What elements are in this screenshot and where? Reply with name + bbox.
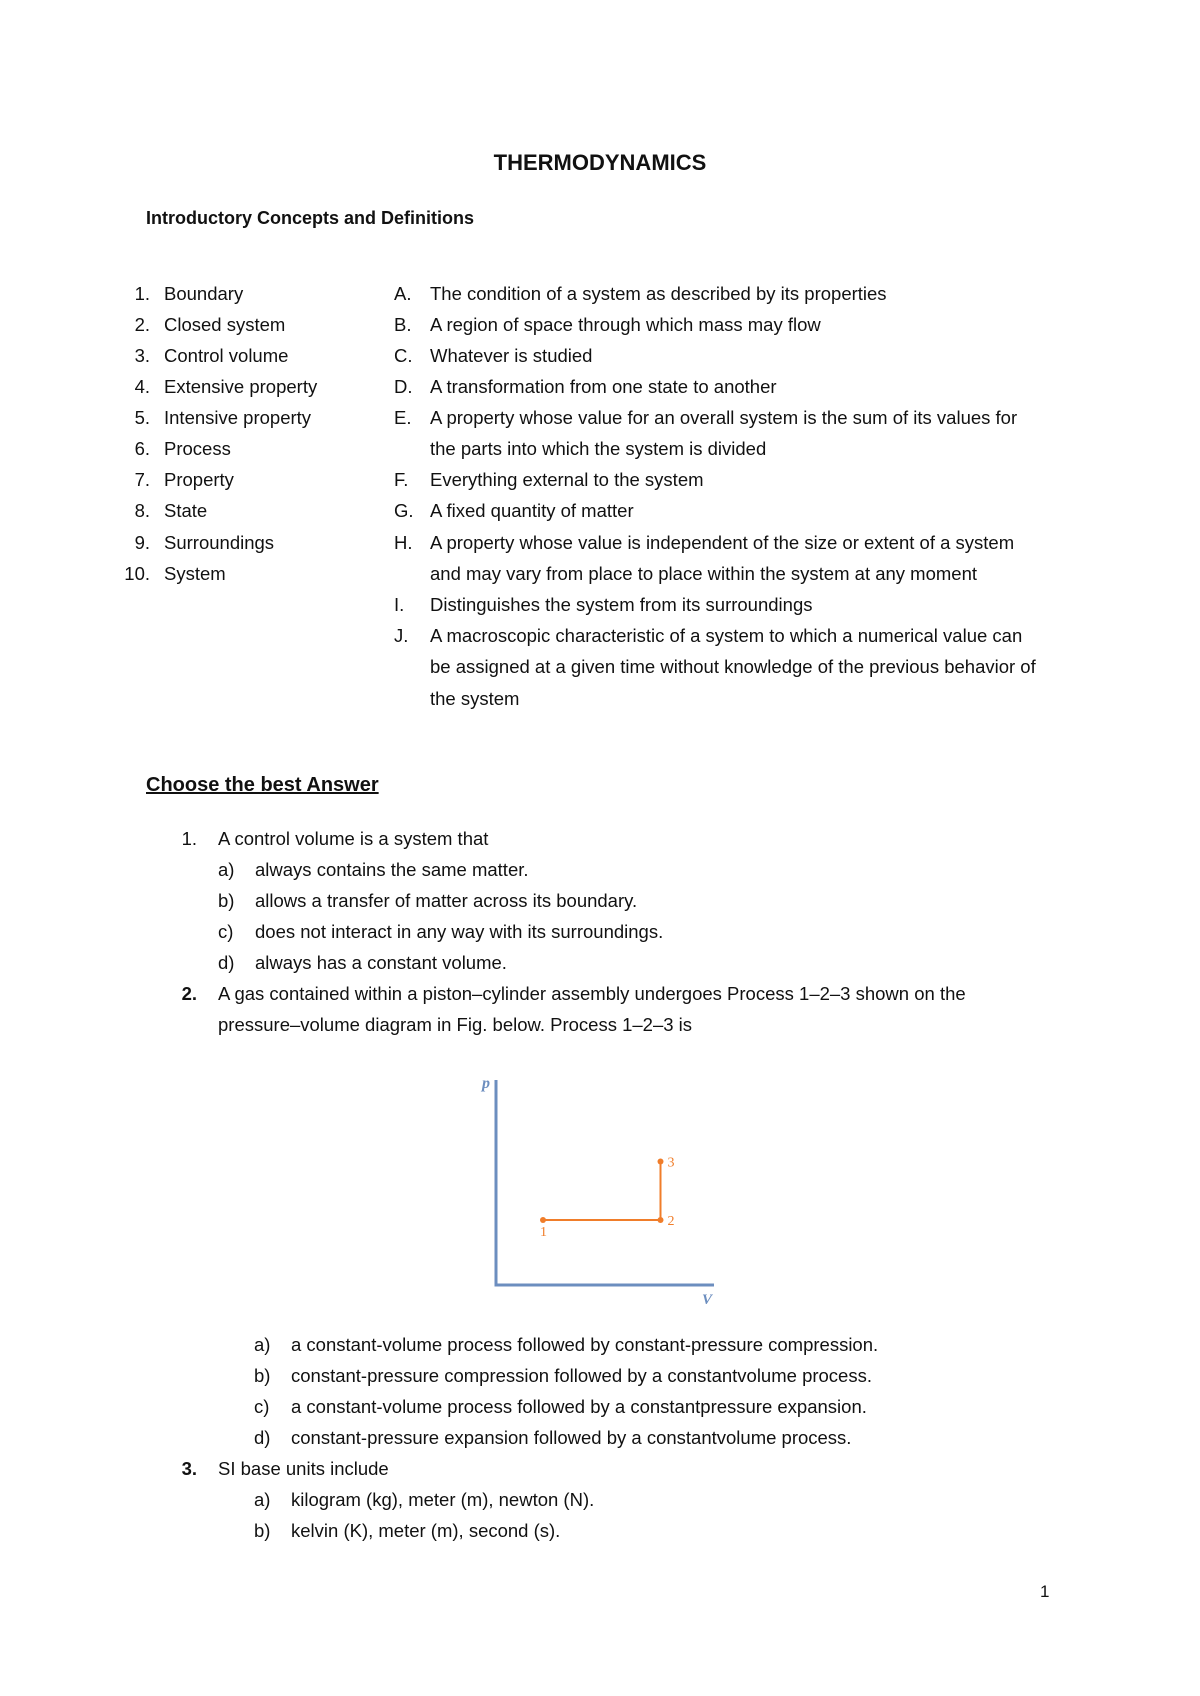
option-label: b) <box>218 890 235 911</box>
term-number: 10. <box>124 563 150 584</box>
section-heading: Choose the best Answer <box>146 774 379 796</box>
term-label: Control volume <box>164 345 289 366</box>
term-number: 7. <box>134 469 150 490</box>
term-label: Extensive property <box>164 376 318 397</box>
term-label: Boundary <box>164 283 244 304</box>
definition-text: Distinguishes the system from its surroundings <box>430 594 813 615</box>
state-point-label: 2 <box>667 1214 675 1229</box>
term-number: 2. <box>134 314 150 335</box>
p-axis-label: p <box>482 1075 490 1092</box>
term-number: 5. <box>134 407 150 428</box>
term-number: 4. <box>134 376 150 397</box>
option-text: constant-pressure expansion followed by a constantvolume process. <box>291 1427 852 1448</box>
option-label: d) <box>254 1427 271 1448</box>
question-number: 2. <box>181 983 197 1004</box>
pv-diagram <box>470 1070 730 1310</box>
option-text: always contains the same matter. <box>255 859 529 880</box>
definition-text: Whatever is studied <box>430 345 593 366</box>
definition-text: A fixed quantity of matter <box>430 500 634 521</box>
definition-text: A region of space through which mass may flow <box>430 314 821 335</box>
definition-text: the parts into which the system is divided <box>430 438 767 459</box>
term-number: 6. <box>134 438 150 459</box>
term-label: Closed system <box>164 314 286 335</box>
option-label: c) <box>254 1396 270 1417</box>
definition-text: The condition of a system as described by its properties <box>430 283 887 304</box>
state-point-label: 1 <box>540 1225 547 1240</box>
state-point <box>658 1217 664 1223</box>
state-point-label: 3 <box>667 1155 675 1171</box>
definition-text: the system <box>430 688 520 709</box>
page-subtitle: Introductory Concepts and Definitions <box>146 208 475 228</box>
question-text: pressure–volume diagram in Fig. below. Process 1–2–3 is <box>218 1014 693 1035</box>
definition-letter: C. <box>394 345 413 366</box>
process-path <box>540 1156 675 1241</box>
option-label: a) <box>254 1334 271 1355</box>
term-label: Surroundings <box>164 532 275 553</box>
definition-letter: B. <box>394 314 412 335</box>
question-number: 3. <box>181 1458 197 1479</box>
state-point <box>540 1217 546 1223</box>
term-number: 1. <box>134 283 150 304</box>
option-label: c) <box>218 921 234 942</box>
definition-text: A macroscopic characteristic of a system to which a numerical value can <box>430 625 1023 646</box>
term-number: 3. <box>134 345 150 366</box>
option-text: allows a transfer of matter across its boundary. <box>255 890 638 911</box>
state-point <box>658 1159 664 1165</box>
option-label: b) <box>254 1365 271 1386</box>
definition-text: A transformation from one state to another <box>430 376 777 397</box>
v-axis-label: V <box>702 1292 713 1308</box>
question-text: A gas contained within a piston–cylinder assembly undergoes Process 1–2–3 shown on the <box>218 983 966 1004</box>
definition-letter: J. <box>394 625 409 646</box>
option-text: a constant-volume process followed by a constantpressure expansion. <box>291 1396 867 1417</box>
option-label: b) <box>254 1520 271 1541</box>
page-number: 1 <box>1040 1582 1050 1601</box>
page-title: THERMODYNAMICS <box>493 150 707 175</box>
definition-letter: H. <box>394 532 413 553</box>
option-text: always has a constant volume. <box>255 952 507 973</box>
definition-text: Everything external to the system <box>430 469 704 490</box>
option-text: constant-pressure compression followed by a constantvolume process. <box>291 1365 872 1386</box>
term-label: System <box>164 563 226 584</box>
term-number: 9. <box>134 532 150 553</box>
definition-text: and may vary from place to place within the system at any moment <box>430 563 978 584</box>
definition-letter: A. <box>394 283 412 304</box>
term-number: 8. <box>134 500 150 521</box>
question-text: SI base units include <box>218 1458 389 1479</box>
option-text: kilogram (kg), meter (m), newton (N). <box>291 1489 595 1510</box>
question-number: 1. <box>181 828 197 849</box>
term-label: Process <box>164 438 231 459</box>
definition-text: be assigned at a given time without knowledge of the previous behavior of <box>430 656 1036 677</box>
option-label: a) <box>218 859 235 880</box>
option-text: kelvin (K), meter (m), second (s). <box>291 1520 561 1541</box>
option-label: a) <box>254 1489 271 1510</box>
definition-letter: F. <box>394 469 409 490</box>
definition-text: A property whose value is independent of the size or extent of a system <box>430 532 1015 553</box>
definition-letter: E. <box>394 407 412 428</box>
definition-letter: I. <box>394 594 405 615</box>
option-text: does not interact in any way with its surroundings. <box>255 921 664 942</box>
option-text: a constant-volume process followed by constant-pressure compression. <box>291 1334 879 1355</box>
definition-letter: G. <box>394 500 414 521</box>
question-text: A control volume is a system that <box>218 828 489 849</box>
term-label: State <box>164 500 208 521</box>
term-label: Property <box>164 469 234 490</box>
definition-text: A property whose value for an overall system is the sum of its values for <box>430 407 1018 428</box>
definition-letter: D. <box>394 376 413 397</box>
option-label: d) <box>218 952 235 973</box>
term-label: Intensive property <box>164 407 312 428</box>
